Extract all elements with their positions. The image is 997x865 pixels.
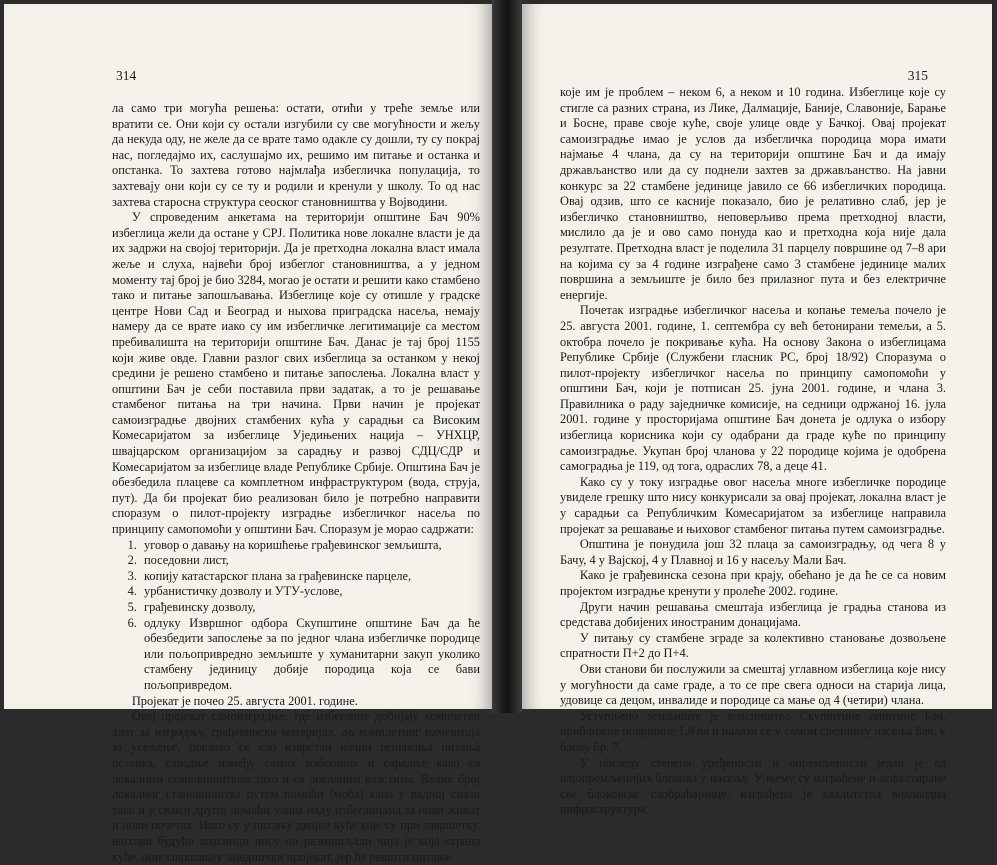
page-number: 314: [116, 68, 137, 83]
list-item: 1. уговор о давању на коришћење грађевинског земљишта,: [140, 538, 480, 554]
paragraph: У погледу степена уређености и опремљености један је од најопремљенијих блокова у насељу. У њему су изграђене и асфалтиране све блоковске саобраћајнице, изграђена је квалитетна водоводна инфраструктура,: [560, 755, 946, 817]
list-item: 6. одлуку Извршног одбора Скупштине општине Бач да ће обезбедити запослење за по једног члана избегличке породице или пољопривредно земљиште у хуманитарни закуп уколико стамбену јединицу добије породица која се бави пољопривредом.: [140, 616, 480, 694]
right-page-text: [560, 85, 946, 818]
paragraph: Општина је понудила још 32 плаца за самоизградњу, од чега 8 у Бачу, 4 у Вајској, 4 у Плавној и 16 у насељу Мали Бач.: [560, 537, 946, 567]
book-gutter: [492, 0, 522, 713]
list-item: 3. копију катастарског плана за грађевинске парцеле,: [140, 569, 480, 585]
agreement-list: [112, 538, 480, 694]
paragraph: које им је проблем – неком 6, а неком и 10 година. Избеглице које су стигле са разних страна, из Лике, Далмације, Баније, Славоније, Барање и Босне, праве своје куће, своје улице овде у Бачкој. Овај пројекат самоизградње имао је услов да избегличка породица мора имати најмање 4 члана, да су на територији општине Бач и да имају држављанство или да су поднели захтев за држављанство. На јавни конкурс за 22 стамбене јединице јавило се 66 избегличких породица. Овај одзив, што се касније показало, био је релативно слаб, јер је избегличко становништво, неповерљиво према претходној власти, мислило да је и ово само понуда као и претходна која није дала резултате. Претходна власт је поделила 31 парцелу површине од 7–8 ари на којима су за 4 године изграђене само 3 стамбене јединице малих површина а земљиште је било без прилазног пута и без електричне енергије.: [560, 85, 946, 302]
right-page: [522, 4, 992, 817]
left-page-text: [112, 101, 480, 865]
left-page: [4, 4, 492, 864]
paragraph: У спроведеним анкетама на територији општине Бач 90% избеглица жели да остане у СРЈ. Политика нове локалне власти је да их задржи на својој територији. Да је претходна локална власт имала жеље и слуха, највећи број избеглог становништва, а у једном моменту тај број је био 3284, могао је остати и решити како стамбено тако и питање запошљавања. Избеглице које су отишле у градске центре Нови Сад и Београд и ныхова приградска насеља, немају намеру да се врате иако су им избегличке легитимације са местом пребивалишта на територији општине Бач. Данас је тај број 1155 који живе овде. Главни разлог свих избеглица за останком у некој средини је решено стамбено и питање запослења. Локална власт у општини Бач је себи поставила први задатак, а то је решавање стамбеног питања на три начина. Први начин је пројекат самоизградње двојних стамбених кућа у сарадњи са Високим Комесаријатом за избеглице Уједињених нација – УНХЦР, швајцарском организацијом за сарадњу и развој СДЦ/СДР и Комесаријатом за избеглице владе Републике Србије. Општина Бач је обезбедила плацеве са комплетном инфраструктуром (вода, струја, пут). Да би пројекат био реализован било је потребно направити споразум о пилот-пројекту изградње избегличког насеља по принципу самопомоћи у општини Бач. Споразум је морао садржати:: [112, 210, 480, 537]
page-number: 315: [907, 68, 928, 83]
paragraph: ла само три могућа решења: остати, отићи у треће земље или вратити се. Они који су остали изгубили су све могућности и жељу да некуда оду, не желе да се врате тамо одакле су дошли, ту су покрај нас, погледајмо их, саслушајмо их, решимо им питање и останка и опстанка. То захтева готово најмлађа избегличка популација, то захтевају они који су се ту и родили и кренули у школу. То од нас захтева старосна структура сеоског становништва у Војводини.: [112, 101, 480, 209]
list-item: 5. грађевинску дозволу,: [140, 600, 480, 616]
paragraph: У питању су стамбене зграде за колективно становање дозвољене спратности П+2 до П+4.: [560, 630, 946, 661]
paragraph: Пројекат је почео 25. августа 2001. године.: [131, 693, 358, 708]
paragraph: Уступљено земљиште је власништво Скупштине општине Бач, приближне површине 1,8 ha и налази се у самом средишту насеља Бач, у блоку бр. 7.: [560, 708, 946, 754]
list-item: 2. поседовни лист,: [140, 553, 480, 569]
paragraph: Други начин решавања смештаја избеглица је градња станова из средстава добијених иностраним донацијама.: [560, 599, 946, 630]
paragraph: Како су у току изградње овог насеља многе избегличке породице увиделе грешку што нису конкурисали за овај пројекат, локална власт је у сарадњи са Републичким Комесаријатом за избеглице направила пројекат за решавање и њиховог стамбеног питања путем самоизградње.: [560, 474, 946, 536]
paragraph: Ови станови би послужили за смештај углавном избеглица које нису у могућности да саме граде, а то се пре свега односи на старија лица, удовице са децом, инвалиде и породице са мање од 4 (четири) члана.: [560, 661, 946, 708]
paragraph: Овај пројекат самоизградње, где избеглице добијају комплетан алат за изградњу, грађевински материјал, до комплетног намештаја за усељење, показао се као изврстан начин решавања питања останка, сарадње између самих избеглица и сарадње како са локалним становништвом тако и са локалним властима. Велик број локалног становништва путем помоћи (моба) како у радној снази тако и у свакој другој помоћи улива наду избеглицама за нови живот и нови почетак. Иако су у питању двојне куће које су при завршетку, њихови будући власници нису ни размишљали чија је која страна куће, они завршавају заједнички пројекат, јер ће решити питање: [112, 709, 480, 864]
paragraph: Како је грађевинска сезона при крају, обећано је да ће се са новим пројектом изградње кренути у пролеће 2002. године.: [560, 568, 946, 598]
paragraph: Почетак изградње избегличког насеља и копање темеља почело је 25. августа 2001. године, 1. септембра су већ бетонирани темељи, а 5. октобра почело је покривање кућа. На основу Закона о избеглицама Републике Србије (Службени гласник РС, број 18/92) Споразума о пилот-пројекту избегличког насеља по принципу самопомоћи у општини Бач, који је потписан 25. јуна 2001. године, и члана 3. Правилника о раду заједничке комисије, на седници одржаној 16. јула 2001. године у просторијама општине Бач донета је одлука о избору избеглица корисника који су одабрани да граде куће по принципу самоизградње. Укупан број чланова у 22 породице којима је одобрена самоградња је 119, од тога, одраслих 78, а деце 41.: [560, 303, 946, 474]
list-item: 4. урбанистичку дозволу и УТУ-услове,: [140, 584, 480, 600]
